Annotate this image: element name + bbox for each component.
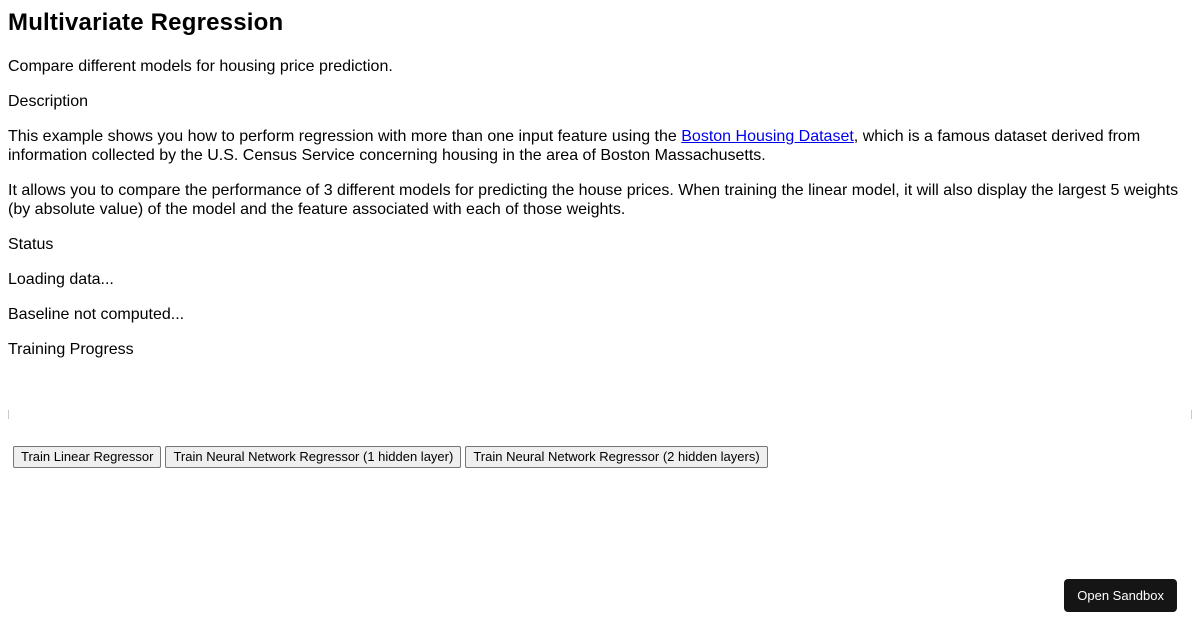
page-subtitle: Compare different models for housing price prediction. — [8, 58, 393, 75]
progress-area-right-edge — [1191, 410, 1192, 419]
training-progress-heading: Training Progress — [8, 341, 134, 358]
boston-housing-dataset-link[interactable]: Boston Housing Dataset — [681, 128, 854, 145]
page-title: Multivariate Regression — [8, 9, 284, 36]
description-paragraph-2: It allows you to compare the performance of 3 different models for predicting the house prices. When training the linear model, it will also display the largest 5 weights (by absolute value) of the model and the feature associated with each of those weights. — [8, 182, 1179, 218]
status-baseline-text: Baseline not computed... — [8, 306, 185, 323]
status-loading-text: Loading data... — [8, 271, 114, 288]
train-buttons-group — [13, 446, 768, 468]
training-progress-area — [8, 359, 1192, 453]
train-nn-2-hidden-button[interactable]: Train Neural Network Regressor (2 hidden layers) — [465, 446, 767, 468]
description-text-before-link: This example shows you how to perform regression with more than one input feature using the — [8, 128, 682, 145]
status-heading: Status — [8, 236, 54, 253]
train-nn-1-hidden-button[interactable]: Train Neural Network Regressor (1 hidden layer) — [165, 446, 461, 468]
description-paragraph-1 — [8, 127, 1192, 165]
description-text-after-link: , which is a famous dataset derived from information collected by the U.S. Census Service concerning housing in the area of Boston Massachusetts. — [8, 128, 1141, 164]
open-sandbox-button[interactable]: Open Sandbox — [1064, 579, 1177, 612]
description-heading: Description — [8, 93, 89, 110]
progress-area-left-edge — [8, 410, 9, 419]
train-linear-button[interactable]: Train Linear Regressor — [13, 446, 161, 468]
